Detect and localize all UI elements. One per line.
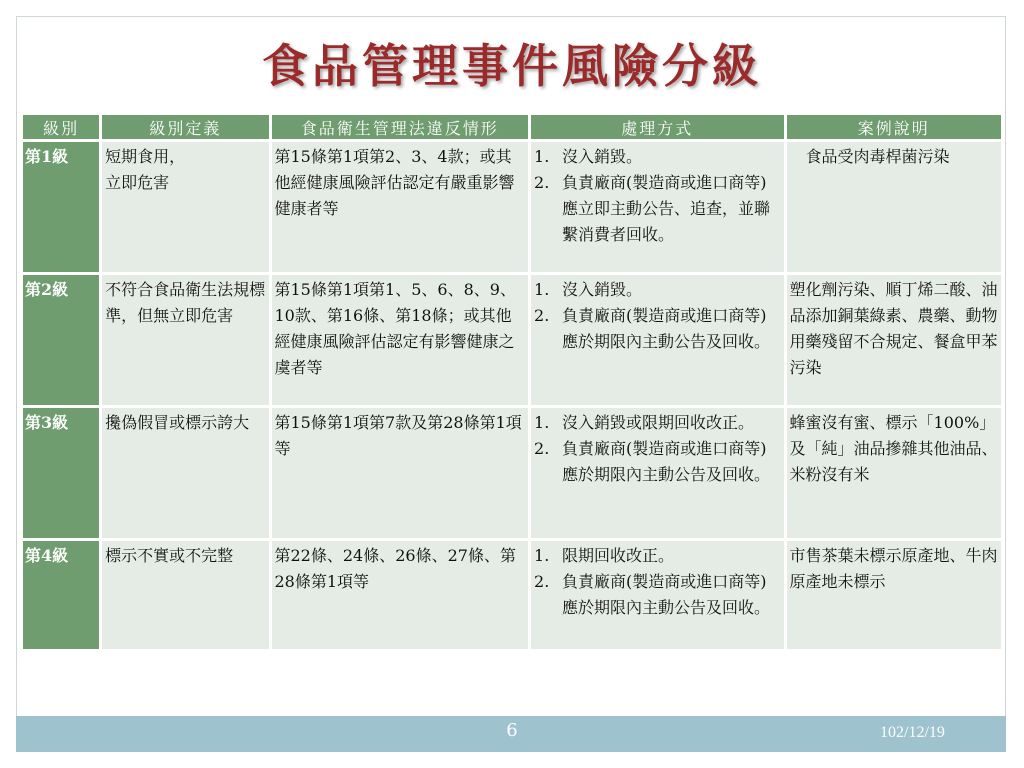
definition-cell: 不符合食品衛生法規標準，但無立即危害 (102, 275, 268, 405)
handling-cell (531, 142, 784, 272)
header-case: 案例說明 (787, 115, 1001, 139)
violation-cell: 第15條第1項第2、3、4款；或其他經健康風險評估認定有嚴重影響健康者等 (272, 142, 529, 272)
list-item: 2. 負責廠商(製造商或進口商等)應於期限內主動公告及回收。 (534, 572, 771, 617)
handling-cell (531, 275, 784, 405)
footer-date: 102/12/19 (880, 724, 945, 741)
header-handling: 處理方式 (531, 115, 784, 139)
risk-level-table (20, 112, 1004, 652)
handling-cell (531, 541, 784, 649)
list-item: 2. 負責廠商(製造商或進口商等)應於期限內主動公告及回收。 (534, 439, 771, 484)
definition-cell: 短期食用， 立即危害 (102, 142, 268, 272)
case-cell: 塑化劑污染、順丁烯二酸、油品添加銅葉綠素、農藥、動物用藥殘留不合規定、餐盒甲苯污染 (787, 275, 1001, 405)
list-item: 1. 沒入銷毀。 (534, 147, 643, 166)
list-item: 2. 負責廠商(製造商或進口商等)應立即主動公告、追查，並聯繫消費者回收。 (534, 173, 771, 244)
violation-cell: 第15條第1項第7款及第28條第1項等 (272, 408, 529, 538)
table-header-row (23, 115, 1001, 139)
table-row (23, 408, 1001, 538)
handling-list (534, 277, 781, 355)
definition-cell: 攙偽假冒或標示誇大 (102, 408, 268, 538)
page-title: 食品管理事件風險分級 (262, 39, 762, 93)
level-cell: 第2級 (23, 275, 99, 405)
list-item: 1. 沒入銷毀或限期回收改正。 (534, 413, 755, 432)
page-number: 6 (506, 720, 518, 741)
list-item: 2. 負責廠商(製造商或進口商等)應於期限內主動公告及回收。 (534, 306, 771, 351)
level-cell: 第1級 (23, 142, 99, 272)
level-cell: 第3級 (23, 408, 99, 538)
violation-cell: 第15條第1項第1、5、6、8、9、10款、第16條、第18條；或其他經健康風險評估認定有影響健康之虞者等 (272, 275, 529, 405)
definition-cell: 標示不實或不完整 (102, 541, 268, 649)
handling-list (534, 543, 781, 621)
header-definition: 級別定義 (102, 115, 268, 139)
handling-list (534, 410, 781, 488)
table-row (23, 541, 1001, 649)
table-row (23, 275, 1001, 405)
case-cell: 蜂蜜沒有蜜、標示「100%」及「純」油品摻雜其他油品、米粉沒有米 (787, 408, 1001, 538)
table-row (23, 142, 1001, 272)
level-cell: 第4級 (23, 541, 99, 649)
header-violation: 食品衛生管理法違反情形 (272, 115, 529, 139)
list-item: 1. 沒入銷毀。 (534, 280, 643, 299)
violation-cell: 第22條、24條、26條、27條、第28條第1項等 (272, 541, 529, 649)
case-cell: 市售茶葉未標示原產地、牛肉原產地未標示 (787, 541, 1001, 649)
handling-list (534, 144, 781, 248)
case-cell: 食品受肉毒桿菌污染 (787, 142, 1001, 272)
header-level: 級別 (23, 115, 99, 139)
handling-cell (531, 408, 784, 538)
list-item: 1. 限期回收改正。 (534, 546, 675, 565)
